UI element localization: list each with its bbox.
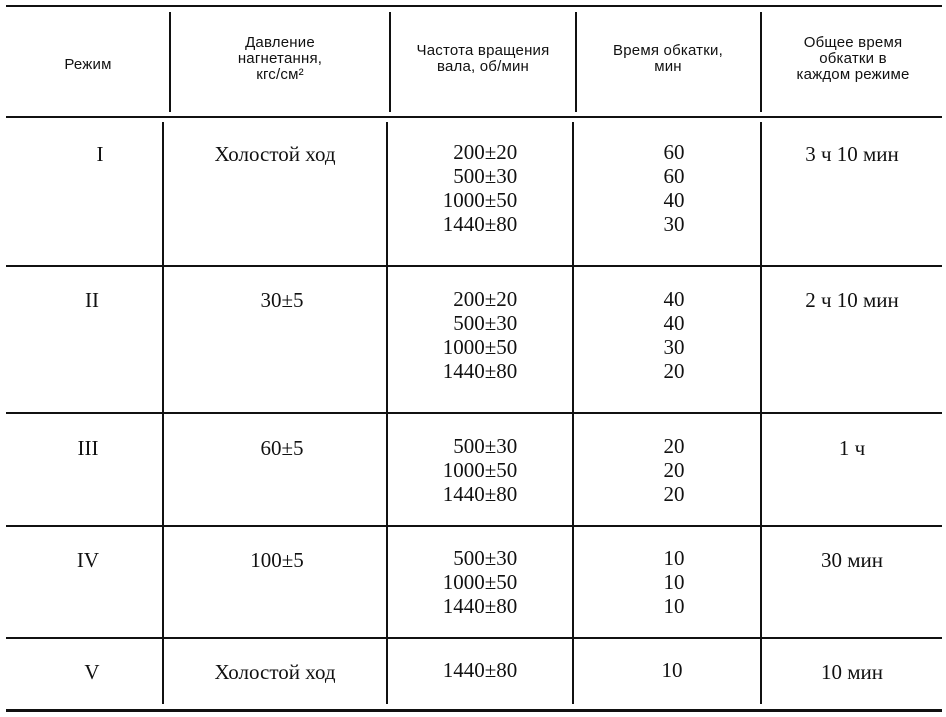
- header-pressure: [172, 26, 388, 92]
- row-1-speed-1: 200±20: [453, 140, 518, 164]
- header-total-line-3: каждом режиме: [796, 66, 910, 83]
- row-3-speed-2: 1000±50: [442, 458, 518, 482]
- header-pressure-line-2: нагнетання,: [237, 50, 323, 67]
- header-total-line-2: обкатки в: [819, 50, 887, 67]
- row-1-speeds: [388, 140, 572, 236]
- header-pressure-line-1: Давление: [245, 34, 315, 51]
- row-2-mode-label: II: [85, 288, 99, 312]
- row-3-speed-1: 500±30: [453, 434, 518, 458]
- row-1-speed-3: 1000±50: [442, 188, 518, 212]
- row-5-speed-1: 1440±80: [442, 658, 518, 682]
- row-4-speed-1: 500±30: [453, 546, 518, 570]
- row-4-pressure-label: 100±5: [250, 548, 304, 572]
- row-2-mode: [32, 288, 152, 312]
- header-time: [577, 36, 759, 82]
- header-col-divider-1: [169, 12, 171, 112]
- row-2-total: [762, 288, 942, 312]
- row-3-time-2: 20: [663, 458, 685, 482]
- row-1-total-label: 3 ч 10 мин: [805, 142, 899, 166]
- row-1-pressure-label: Холостой ход: [214, 142, 336, 166]
- row-3-speeds: [388, 434, 572, 506]
- header-mode-label: Режим: [64, 56, 112, 73]
- row-4-speed-3: 1440±80: [442, 594, 518, 618]
- header-total: [763, 26, 943, 92]
- row-5-mode-label: V: [84, 660, 100, 684]
- row-2-time-2: 40: [663, 311, 685, 335]
- row-1-speed-2: 500±30: [453, 164, 518, 188]
- row-3-pressure-label: 60±5: [260, 436, 304, 460]
- row-5-total-label: 10 мин: [820, 660, 883, 684]
- header-time-line-2: мин: [654, 58, 682, 75]
- row-5-speeds: [388, 658, 572, 682]
- row-2-pressure: [164, 288, 400, 312]
- header-bottom-rule: [6, 116, 942, 118]
- row-4-mode: [28, 548, 148, 572]
- row-1-mode: [40, 142, 160, 166]
- row-2-speed-3: 1000±50: [442, 335, 518, 359]
- row-3-total: [762, 436, 942, 460]
- body-col-divider-1: [162, 122, 164, 704]
- row-1-mode-label: I: [96, 142, 104, 166]
- table-bottom-rule: [6, 709, 942, 712]
- row-1-time-1: 60: [663, 140, 685, 164]
- row-divider-1: [6, 265, 942, 267]
- row-divider-3: [6, 525, 942, 527]
- row-2-pressure-label: 30±5: [260, 288, 304, 312]
- header-speed-line-1: Частота вращения: [416, 42, 550, 59]
- header-pressure-line-3: кгс/см²: [256, 66, 304, 83]
- row-1-time-3: 40: [663, 188, 685, 212]
- header-total-line-1: Общее время: [803, 34, 903, 51]
- row-1-time-2: 60: [663, 164, 685, 188]
- row-1-total: [762, 142, 942, 166]
- row-3-mode: [28, 436, 148, 460]
- row-3-mode-label: III: [77, 436, 99, 460]
- row-3-total-label: 1 ч: [838, 436, 866, 460]
- row-2-time-4: 20: [663, 359, 685, 383]
- row-5-total: [762, 660, 942, 684]
- header-time-line-1: Время обкатки,: [613, 42, 723, 59]
- row-divider-4: [6, 637, 942, 639]
- row-2-speed-2: 500±30: [453, 311, 518, 335]
- row-3-pressure: [164, 436, 400, 460]
- row-4-time-3: 10: [663, 594, 685, 618]
- row-5-time-1: 10: [661, 658, 683, 682]
- row-3-speed-3: 1440±80: [442, 482, 518, 506]
- row-3-time-3: 20: [663, 482, 685, 506]
- row-4-speed-2: 1000±50: [442, 570, 518, 594]
- row-4-time-2: 10: [663, 570, 685, 594]
- row-2-time-3: 30: [663, 335, 685, 359]
- row-4-total-label: 30 мин: [820, 548, 883, 572]
- row-2-speed-4: 1440±80: [442, 359, 518, 383]
- row-2-speed-1: 200±20: [453, 287, 518, 311]
- row-1-time-4: 30: [663, 212, 685, 236]
- row-1-times: [574, 140, 774, 236]
- row-2-total-label: 2 ч 10 мин: [805, 288, 899, 312]
- row-4-times: [574, 546, 774, 618]
- header-mode: [8, 40, 168, 90]
- row-5-pressure: [164, 660, 386, 684]
- row-5-pressure-label: Холостой ход: [214, 660, 336, 684]
- header-col-divider-4: [760, 12, 762, 112]
- row-4-speeds: [388, 546, 572, 618]
- row-divider-2: [6, 412, 942, 414]
- row-2-times: [574, 287, 774, 383]
- row-5-mode: [32, 660, 152, 684]
- row-1-speed-4: 1440±80: [442, 212, 518, 236]
- row-1-pressure: [164, 142, 386, 166]
- table-top-rule: [6, 5, 942, 7]
- row-2-time-1: 40: [663, 287, 685, 311]
- header-speed-line-2: вала, об/мин: [436, 58, 530, 75]
- row-4-total: [762, 548, 942, 572]
- row-5-times: [574, 658, 770, 682]
- row-4-mode-label: IV: [76, 548, 100, 572]
- row-4-pressure: [164, 548, 390, 572]
- row-4-time-1: 10: [663, 546, 685, 570]
- header-speed: [391, 36, 575, 82]
- row-3-time-1: 20: [663, 434, 685, 458]
- row-3-times: [574, 434, 774, 506]
- row-2-speeds: [388, 287, 572, 383]
